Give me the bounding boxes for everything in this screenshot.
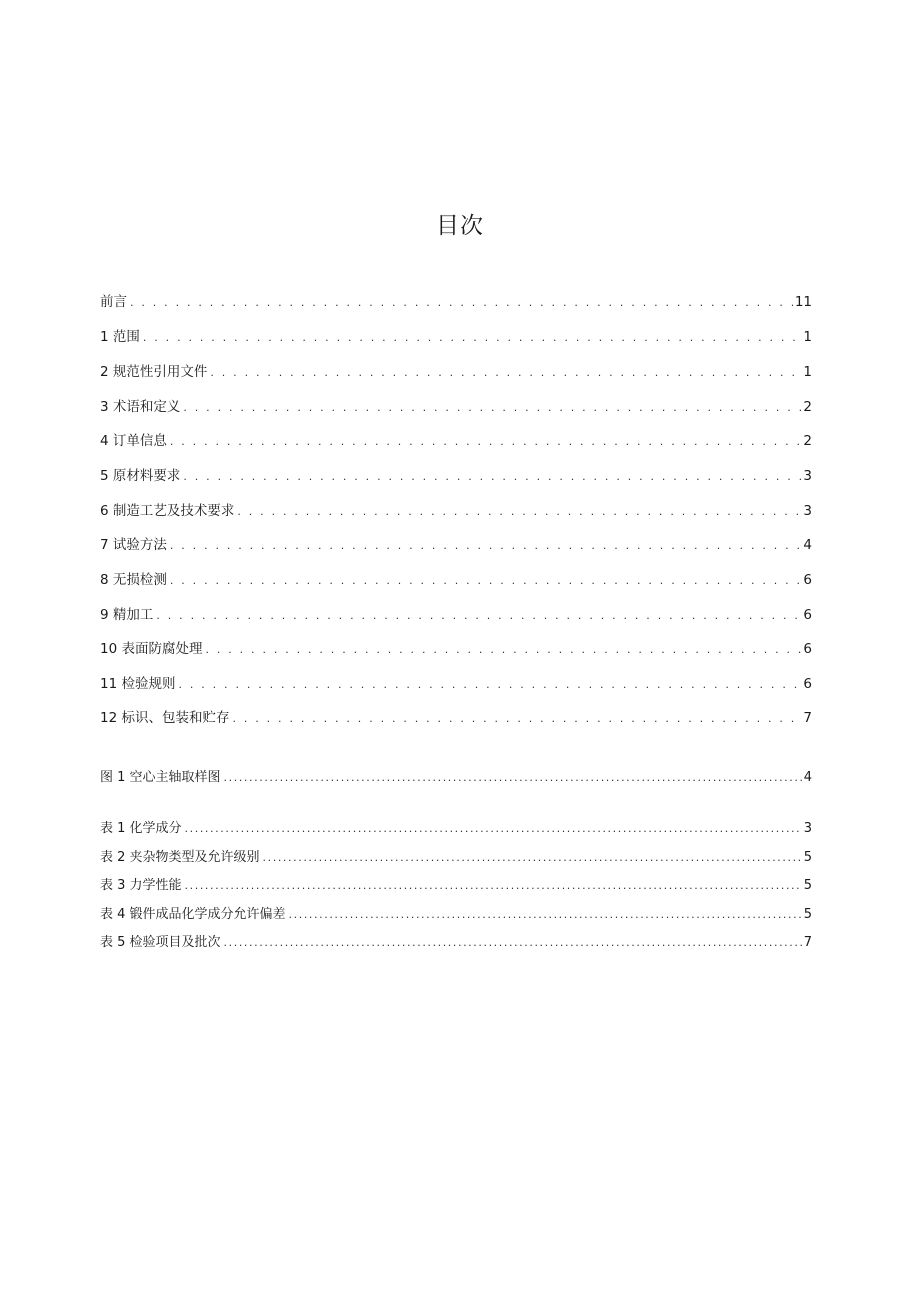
toc-entry-label: 前言 (100, 294, 127, 310)
toc-page-number: 5 (803, 878, 812, 893)
toc-page-number: 5 (803, 850, 812, 865)
toc-leader-dots (232, 708, 801, 730)
toc-leader-dots (183, 397, 801, 419)
toc-entry-chapter-11[interactable] (100, 673, 812, 695)
toc-leader-dots (224, 767, 802, 789)
toc-page-number: 5 (803, 907, 812, 922)
toc-entry-chapter-10[interactable] (100, 638, 812, 660)
toc-leader-dots (185, 818, 802, 840)
toc-leader-dots (185, 875, 802, 897)
toc-leader-dots (210, 362, 801, 384)
toc-entry-table-3[interactable] (100, 875, 812, 897)
toc-entry-label: 6 制造工艺及技术要求 (100, 503, 235, 519)
toc-leader-dots (183, 466, 801, 488)
toc-leader-dots (170, 570, 802, 592)
toc-entry-table-5[interactable] (100, 932, 812, 954)
toc-entry-label: 表 5 检验项目及批次 (100, 935, 221, 950)
toc-entry-label: 表 2 夹杂物类型及允许级别 (100, 850, 260, 865)
toc-leader-dots (263, 847, 802, 869)
toc-entry-label: 12 标识、包装和贮存 (100, 710, 230, 726)
toc-page-number: 1 (803, 329, 812, 345)
toc-leader-dots (170, 535, 802, 557)
toc-entry-label: 5 原材料要求 (100, 468, 181, 484)
toc-page-number: 7 (803, 710, 812, 726)
page-title: 目次 (436, 213, 484, 239)
toc-entry-label: 9 精加工 (100, 607, 154, 623)
toc-leader-dots (237, 501, 801, 523)
toc-page-number: 6 (803, 641, 812, 657)
toc-page-number: 2 (803, 399, 812, 415)
toc-page-number: 1 (803, 364, 812, 380)
toc-page-number: 6 (803, 676, 812, 692)
toc-entry-table-2[interactable] (100, 847, 812, 869)
toc-leader-dots (156, 605, 801, 627)
toc-entry-label: 表 3 力学性能 (100, 878, 182, 893)
toc-page-number: 7 (803, 935, 812, 950)
toc-entry-label: 表 1 化学成分 (100, 821, 182, 836)
toc-entry-chapter-7[interactable] (100, 534, 812, 556)
toc-entry-label: 8 无损检测 (100, 572, 167, 588)
toc-leader-dots (170, 431, 802, 453)
toc-entry-chapter-12[interactable] (100, 707, 812, 729)
toc-entry-label: 4 订单信息 (100, 433, 167, 449)
toc-entry-chapter-4[interactable] (100, 430, 812, 452)
toc-page-number: 6 (803, 572, 812, 588)
toc-page-number: 11 (794, 294, 812, 310)
toc-entry-chapter-9[interactable] (100, 604, 812, 626)
toc-page-number: 4 (803, 770, 812, 785)
toc-page-number: 2 (803, 433, 812, 449)
toc-page-number: 3 (803, 503, 812, 519)
toc-entry-table-1[interactable] (100, 818, 812, 840)
toc-entry-label: 2 规范性引用文件 (100, 364, 208, 380)
toc-page-number: 3 (803, 468, 812, 484)
toc-entry-chapter-1[interactable] (100, 326, 812, 348)
toc-leader-dots (224, 932, 802, 954)
toc-entry-chapter-8[interactable] (100, 569, 812, 591)
toc-leader-dots (130, 292, 793, 314)
toc-entry-chapter-2[interactable] (100, 361, 812, 383)
toc-entry-label: 7 试验方法 (100, 537, 167, 553)
toc-entry-figure-1[interactable] (100, 767, 812, 789)
toc-entry-chapter-3[interactable] (100, 396, 812, 418)
toc-entry-table-4[interactable] (100, 904, 812, 926)
toc-leader-dots (289, 904, 802, 926)
toc-entry-label: 10 表面防腐处理 (100, 641, 203, 657)
toc-page-number: 4 (803, 537, 812, 553)
toc-entry-label: 1 范围 (100, 329, 140, 345)
toc-entry-chapter-5[interactable] (100, 465, 812, 487)
toc-entry-label: 表 4 锻件成品化学成分允许偏差 (100, 907, 286, 922)
toc-entry-label: 3 术语和定义 (100, 399, 181, 415)
toc-entry-foreword[interactable] (100, 291, 812, 313)
toc-leader-dots (143, 327, 802, 349)
toc-entry-label: 11 检验规则 (100, 676, 176, 692)
toc-leader-dots (178, 674, 801, 696)
toc-page-number: 3 (803, 821, 812, 836)
toc-leader-dots (205, 639, 801, 661)
toc-page-number: 6 (803, 607, 812, 623)
toc-entry-label: 图 1 空心主轴取样图 (100, 770, 221, 785)
toc-entry-chapter-6[interactable] (100, 500, 812, 522)
